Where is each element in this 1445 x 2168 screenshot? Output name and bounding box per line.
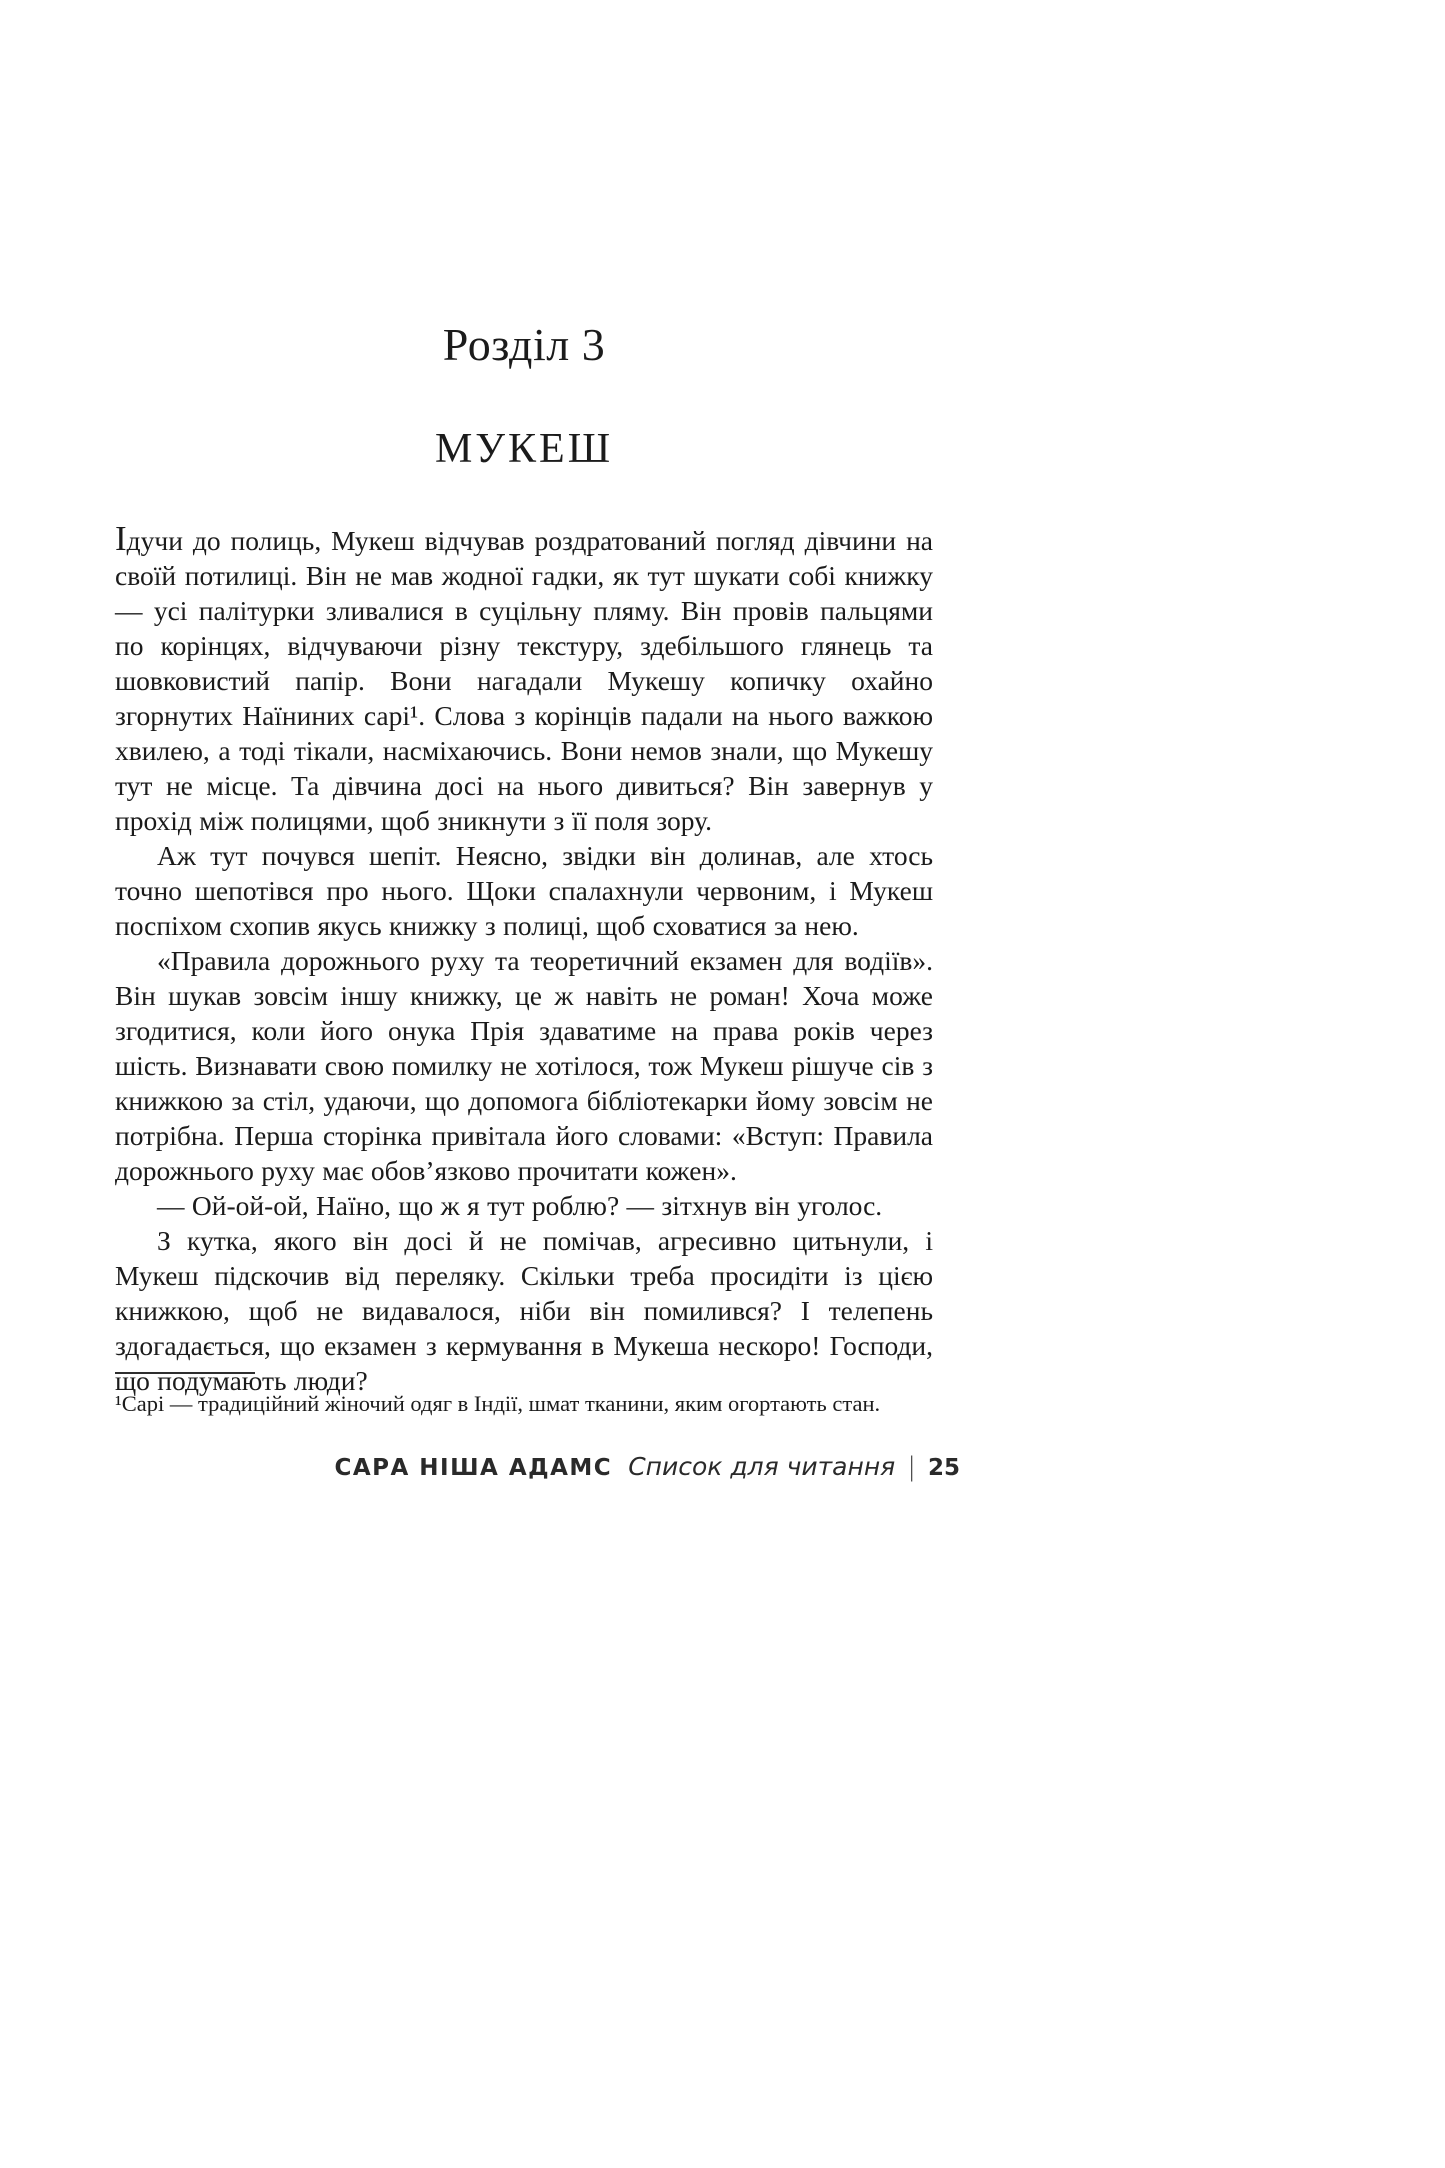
paragraph: З кутка, якого він досі й не помічав, агресивно цитьнули, і Мукеш підскочив від переляку. Скільки треба просидіти із цією книжкою, щоб не видавалося, ніби він помилився? І телепень здогадається, що екзамен з кермування в Мукеша нескоро! Господи, що подумають люди?	[115, 1225, 933, 1396]
lead-initial-letter: І	[115, 519, 127, 558]
paragraph: «Правила дорожнього руху та теоретичний екзамен для водіїв». Він шукав зовсім іншу книжку, це ж навіть не роман! Хоча може згодитися, коли його онука Прія здаватиме на права років через шість. Визнавати свою помилку не хотілося, тож Мукеш рішуче сів з книжкою за стіл, удаючи, що допомога бібліотекарки йому зовсім не потрібна. Перша сторінка привітала його словами: «Вступ: Правила дорожнього руху має обов’язково прочитати кожен».	[115, 945, 933, 1186]
footer-separator: |	[907, 1452, 916, 1482]
page-content	[115, 318, 933, 1398]
footer-book-title: Список для читання	[628, 1452, 896, 1481]
page-number: 25	[927, 1455, 960, 1481]
footnote-divider	[115, 1372, 255, 1374]
paragraph-lead	[115, 521, 933, 838]
chapter-title: МУКЕШ	[434, 426, 614, 472]
lead-text: дучи до полиць, Мукеш відчував роздратований погляд дівчини на своїй потилиці. Він не мав жодної гадки, як тут шукати собі книжку — усі палітурки зливалися в суцільну пляму. Він провів пальцями по корінцях, відчуваючи різну текстуру, здебільшого глянець та шовковистий папір. Вони нагадали Мукешу копичку охайно згорнутих Наїниних сарі¹. Слова з корінців падали на нього важкою хвилею, а тоді тікали, насміхаючись. Вони немов знали, що Мукешу тут не місце. Та дівчина досі на нього дивиться? Він завернув у прохід між полицями, щоб зникнути з її поля зору.	[115, 525, 933, 836]
paragraph-dialogue: — Ой-ой-ой, Наїно, що ж я тут роблю? — зітхнув він уголос.	[157, 1190, 883, 1221]
paragraph: Аж тут почувся шепіт. Неясно, звідки він долинав, але хтось точно шепотівся про нього. Щоки спалахнули червоним, і Мукеш поспіхом схопив якусь книжку з полиці, щоб сховатися за нею.	[115, 840, 933, 941]
running-footer	[115, 1452, 960, 1482]
footnote-area	[115, 1372, 933, 1418]
chapter-label: Розділ 3	[442, 319, 606, 370]
footer-author: САРА НІША АДАМС	[334, 1455, 613, 1481]
footnote-text: ¹Сарі — традиційний жіночий одяг в Індії, шмат тканини, яким огортають стан.	[115, 1391, 881, 1416]
